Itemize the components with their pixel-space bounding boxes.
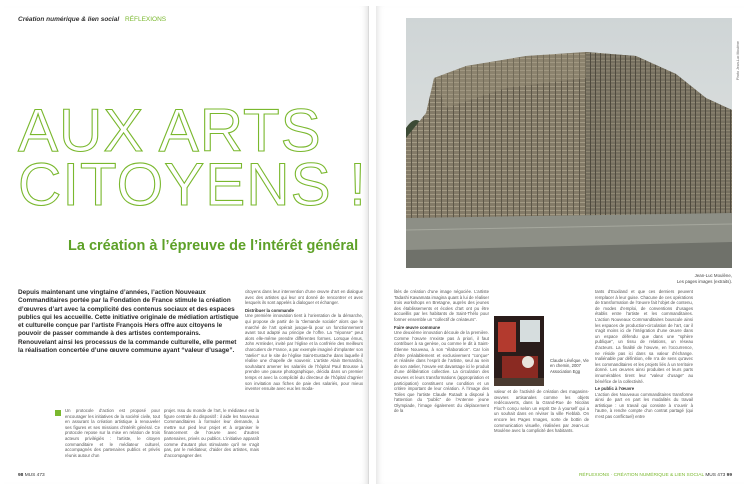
inset-caption: Claude Lévêque, Vie en chemin, 2007 Association Egg [550, 358, 589, 374]
body-text: tants d’Euxiland et que ces derniers peuvent remplacer à leur guise. Chacune de ces opérations de transformation de l’œuvre fait l’objet de contenu, de modes d’emploi, de conventions d’usages établis entre l’artiste et les commanditaires. L’action Nouveaux Commanditaires bouscule ainsi les espaces de production-circulation de l’art, car il s’agit moins ici de l’intégration d’une œuvre dans un espace défendu que dans une “sphère publique”, un tissu de relations, un réseau d’acteurs. La finalité de l’œuvre, en l’occurrence, ne réside pas ici dans sa valeur d’échange. Inaliénable par définition, elle n’a de sens qu’avec les commanditaires et les projets liés à un territoire donné. Les œuvres ainsi produites et leurs parts innumérables tirent leur “valeur d’usage” au bénéfice de la collectivité. [595, 289, 693, 384]
inset-installation-photo [494, 316, 544, 386]
body-text: lités de création d’une image négociée. L’artiste Tadashi Kawamata imagina quant à lui de réaliser trois workshops en Bretagne, auprès des jeunes des établissements et écoles d’art ont pu être accueillis par les habitants de Saint-Thélo pour former ensemble un “collectif de créateurs”. [394, 289, 489, 322]
left-page [4, 6, 369, 484]
article-headline [18, 97, 368, 218]
body-column-h [595, 289, 693, 420]
folio-section-tag: RÉFLEXIONS · CRÉATION NUMÉRIQUE & LIEN SOCIAL [578, 473, 704, 478]
stacked-crates-photo [406, 18, 732, 268]
kicker-title: Création numérique & lien social [18, 16, 120, 23]
body-column-e [394, 289, 489, 414]
body-column-g: valeur et de l’activité de création des magasins-œuvres artisanales comme les objets redécouverts, dans la Grand-Rue de Nicolas Floc’h conçu selon un esprit De à yourself qui a un souhait dans en réviser la ville Fieblab. On encore les Pages Images, sorte de bottin de communication visuelle, réalisées par Jean-Luc Moulène avec la complicité des habitants. [494, 389, 589, 434]
photo-caption [612, 273, 732, 285]
body-text: Une première innovation tient à l’orientation de la démarche, qui propose de partir de la “demande sociale” alors que le marché de l’art opérait jusque-là pour un fonctionnement avant tout adapté au principe de l’offre. La “réponse” peut alors elle-même prendre différentes formes. Lorsque émus, John Armleder, invité par l’église et la confrérie des meilleurs charcutiers de France, a par exemple imaginé d’implanter son “atelier” sur le site de l’église Saint-Eustache dans laquelle il réalise une chapelle de souvenir. L’artiste Alain Bernardini, souhaitant amener les salariés de l’hôpital Paul Brousse à prendre une pause photographique, décida dans un premier temps et avec la complicité du directeur de l’hôpital d’agréer son invitation aux fiches de paie des salariés, pour mieux inventer ensuite avec eux les moda- [245, 313, 363, 392]
body-column-b: Un protocole d’action est proposé pour encourager les initiatives de la société civile, tout en assurant la création artistique à renouveler ses figures et ses missions d’intérêt général. Ce protocole repose sur la mise en relation de trois acteurs privilégiés : l’artiste, le citoyen commanditaire et le médiateur culturel, accompagnés des partenaires publics et privés réunis autour d’un [65, 408, 160, 458]
chevron-right-icon: › [734, 180, 738, 194]
kicker-tag: RÉFLEXIONS [124, 16, 167, 23]
green-square-bullet-icon [55, 410, 61, 416]
caption-author: Jean-Luc Moulène, [694, 273, 732, 278]
magazine-issue: MUS 473 [24, 473, 45, 478]
page-number: 98 [18, 473, 24, 478]
section-subhead: Faire œuvre commune [394, 324, 441, 330]
right-page [376, 6, 744, 484]
installation-photo-illustration [494, 316, 544, 386]
article-subtitle: La création à l’épreuve de l’intérêt général [68, 238, 359, 254]
caption-title: Les pages images (extraits). [676, 279, 732, 284]
page-number: 99 [726, 473, 732, 478]
left-folio [18, 473, 45, 478]
right-folio [579, 473, 732, 478]
body-column-a [245, 289, 363, 392]
headline-line-1: AUX ARTS [18, 97, 322, 164]
body-column-c: projet. Issu du monde de l’art, le médiateur est la figure centrale du dispositif : il aide les Nouveaux Commanditaires à formuler leur demande, à mettre sur pied leur projet et à organiser le financement de l’œuvre avec d’autres partenaires, privés ou publics. L’initiative apparaît comme d’autant plus stimulante qu’il ne s’agit pas, par le médiateur, d’aider des artistes, mais d’accompagner des [164, 408, 259, 458]
section-subhead: Distribuer la commande [245, 307, 294, 313]
body-text: Une deuxième innovation découle de la première. Comme l’œuvre n’existe pas à priori, il faut contribuer à sa genèse, ou comme le dit à Saint-Étienne Nouveau, à son “élaboration”. Car loin d’être préalablement et exclusivement “conçue” et réalisée dans l’esprit de l’artiste, seul au sein de son atelier, l’œuvre est davantage ici le produit d’une délibération collective. La circulation des œuvres et leurs transformations (appropriation et participation) constituent une condition et un critère important de leur création. À l’image des Toiles que l’artiste Claude Rutault a disposé à l’attention du “public” de l’Antenne jeune Olympiade, l’image également du déplacement de la [394, 330, 489, 414]
section-kicker [18, 16, 166, 23]
section-subhead: Le public à l’œuvre [595, 386, 635, 392]
photo-credit: Photo Jean-Luc Moulène [736, 41, 740, 80]
crates-photo-illustration [406, 18, 732, 268]
lead-paragraph: Depuis maintenant une vingtaine d’années, l’action Nouveaux Commanditaires portée par la Fondation de France stimule la création d’œuvres d’art avec la complicité des contenus sociaux et des espaces publics qui les accueille. Cette initiative originale de médiation artistique et culturelle conçue par l’artiste François Hers offre aux citoyens le pouvoir de passer commande à des artistes contemporains. Renouvelant ainsi les processus de la commande culturelle, elle permet la réalisation concertée d’une œuvre commune ayant “valeur d’usage”. [18, 289, 239, 355]
headline-line-2: CITOYENS ! [18, 151, 367, 218]
body-text: citoyens dans leur intervention d’une œuvre d’art en dialogue avec des artistes qui leur ont donné de rencontrer et avec lesquels ils sont appelés à dialoguer et échanger. [245, 289, 363, 306]
magazine-issue: MUS 473 [705, 473, 726, 478]
body-text: L’action des Nouveaux commanditaires transforme ainsi de part en part les modalités du travail artistique : un travail qui consiste à s’ouvrir à l’autre, à rendre compte d’un contrat partagé (qui n’est pas conflictuel) entre [595, 391, 693, 420]
